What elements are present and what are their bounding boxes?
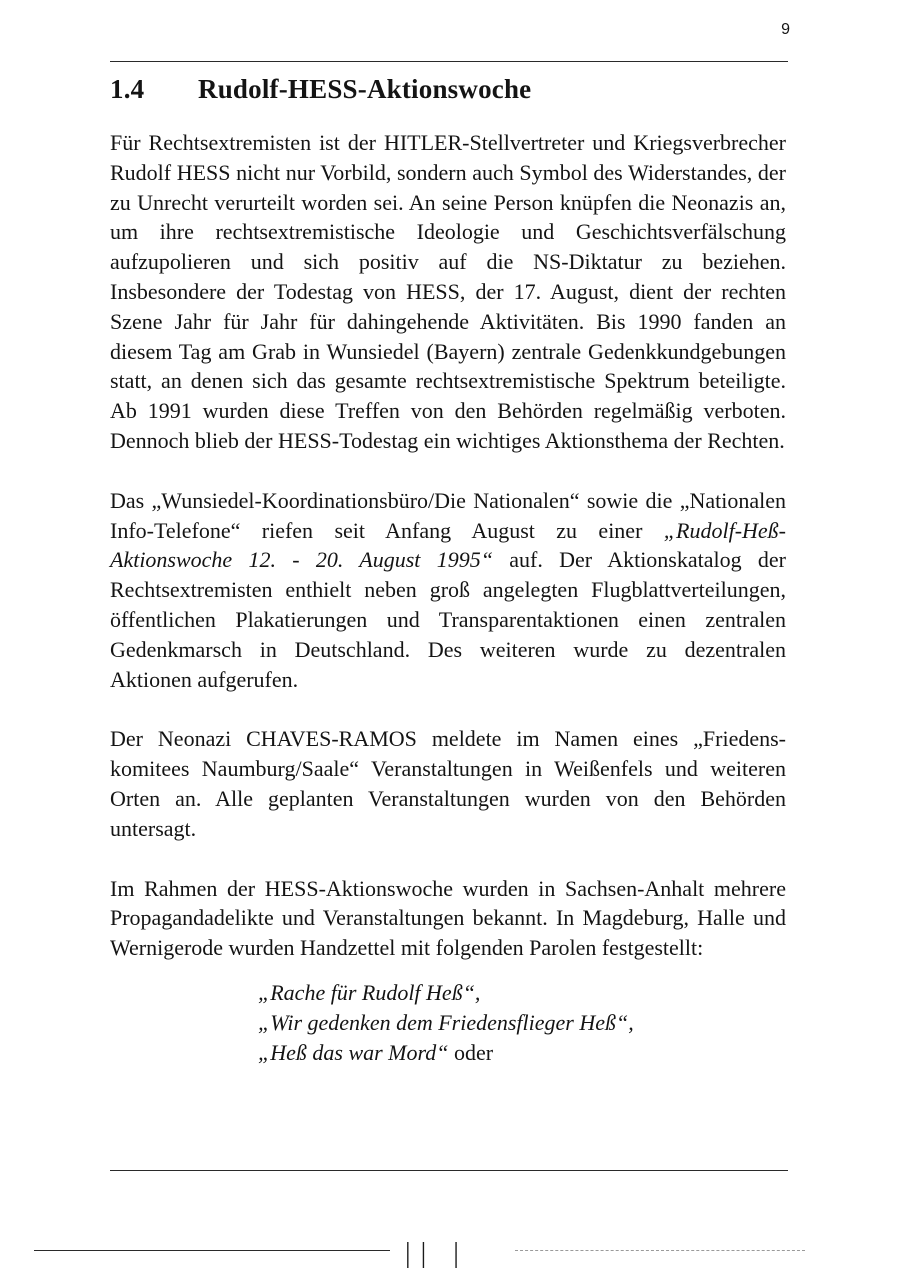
slogan-item	[258, 978, 758, 1008]
scan-edge-rule-left	[34, 1250, 390, 1251]
slogan-item	[258, 1008, 758, 1038]
section-title: Rudolf-HESS-Aktionswoche	[198, 74, 532, 104]
paragraph-sachsen-anhalt: Im Rahmen der HESS-Aktionswoche wurden in Sachsen-Anhalt mehrere Propagandadelikte und Veranstaltungen bekannt. In Magdeburg, Halle und Wernigerode wurden Handzettel mit folgenden Parolen festgestellt:	[110, 875, 786, 961]
slogan-text: „Heß das war Mord“	[258, 1040, 449, 1065]
body-text	[110, 128, 786, 963]
scan-marks: || |	[405, 1238, 469, 1269]
paragraph-text: auf. Der Aktionskatalog der Rechtsextremisten enthielt neben groß angelegten Flugblattverteilungen, öffentlichen Plakatierungen und Transparentaktionen einen zentralen Gedenkmarsch in Deutschland. Des weiteren wurde zu dezentralen Aktionen aufgerufen.	[110, 547, 787, 692]
slogan-suffix: oder	[448, 1040, 494, 1065]
paragraph-aktionswoche	[110, 486, 786, 695]
paragraph-text: Das „Wunsiedel-Koordinationsbüro/Die Nationalen“ sowie die „Nationalen Info-Telefone“ riefen seit Anfang August zu einer	[110, 487, 786, 543]
section-heading	[110, 72, 531, 106]
page-number: 9	[781, 21, 790, 38]
slogan-text: „Rache für Rudolf Heß“,	[258, 980, 481, 1005]
paragraph-hess-background: Für Rechtsextremisten ist der HITLER-Stellvertreter und Kriegsverbrecher Rudolf HESS nicht nur Vorbild, sondern auch Symbol des Widerstandes, der zu Unrecht verurteilt worden sei. An seine Person knüpfen die Neonazis an, um ihre rechtsextremistische Ideologie und Geschichtsverfälschung aufzupolieren und sich positiv auf die NS-Diktatur zu beziehen. Insbesondere der Todestag von HESS, der 17. August, dient der rechten Szene Jahr für Jahr für dahingehende Aktivitäten. Bis 1990 fanden an diesem Tag am Grab in Wunsiedel (Bayern) zentrale Gedenkkundgebungen statt, an denen sich das gesamte rechtsextremistische Spektrum beteiligte. Ab 1991 wurden diese Treffen von den Behörden regelmäßig verboten. Dennoch blieb der HESS-Todestag ein wichtiges Aktionsthema der Rechten.	[110, 130, 786, 453]
slogan-list	[258, 978, 758, 1068]
header-rule	[110, 61, 788, 62]
slogan-item	[258, 1038, 758, 1068]
scan-edge-rule-right	[515, 1250, 805, 1251]
italic-event-title: „Rudolf-Heß-Aktionswoche 12. - 20. August 1995“	[110, 517, 786, 573]
paragraph-chaves-ramos: Der Neonazi CHAVES-RAMOS meldete im Namen eines „Friedenskomitees Naumburg/Saale“ Veranstaltungen in Weißenfels und weiteren Orten an. Alle geplanten Veranstaltungen wurden von den Behörden untersagt.	[110, 726, 786, 841]
footer-rule	[110, 1170, 788, 1171]
section-number: 1.4	[110, 74, 145, 104]
slogan-text: „Wir gedenken dem Friedensflieger Heß“,	[258, 1010, 634, 1035]
